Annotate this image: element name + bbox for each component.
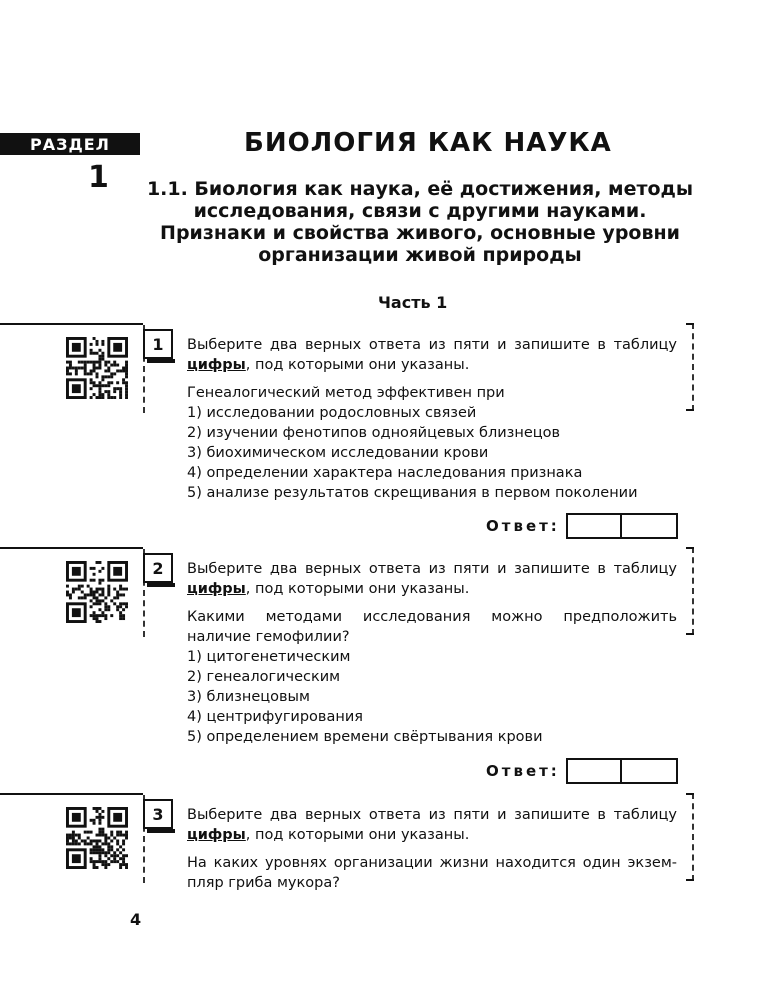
option: 3) биохимическом исследовании крови [187, 445, 489, 461]
task-number-shadow [147, 829, 175, 833]
task-number-shadow [147, 359, 175, 363]
subtitle: 1.1. Биология как наука, её достижения, методы исследования, связи с другими науками. Признаки и свойства живого, основные уровни организации живой природы [146, 178, 694, 266]
keyword: цифры [187, 827, 246, 843]
instruction: Выберите два верных ответа из пяти и запишите в таблицу цифры, под которыми они указаны. [187, 337, 677, 373]
task-2 [0, 547, 759, 797]
bracket [688, 323, 694, 411]
section-tag: РАЗДЕЛ [0, 133, 140, 155]
answer-cell-2[interactable] [622, 758, 678, 784]
task-text [187, 335, 677, 503]
answer-row [486, 513, 678, 539]
divider [0, 547, 143, 549]
keyword: цифры [187, 357, 246, 373]
option: 5) определением времени свёртывания крови [187, 729, 543, 745]
option: 3) близнецовым [187, 689, 310, 705]
answer-cell-1[interactable] [566, 758, 622, 784]
answer-row [486, 758, 678, 784]
task-text [187, 805, 677, 893]
qr-code-icon [66, 807, 128, 869]
keyword: цифры [187, 581, 246, 597]
divider [0, 323, 143, 325]
answer-cell-1[interactable] [566, 513, 622, 539]
question: Какими методами исследования можно предположить наличие гемофилии? [187, 609, 677, 645]
answer-cell-2[interactable] [622, 513, 678, 539]
answer-label: Ответ: [486, 517, 560, 535]
instruction: Выберите два верных ответа из пяти и запишите в таблицу цифры, под которыми они указаны. [187, 561, 677, 597]
options [187, 647, 677, 747]
option: 4) определении характера наследования признака [187, 465, 583, 481]
part-heading: Часть 1 [378, 293, 448, 312]
answer-label: Ответ: [486, 762, 560, 780]
task-text [187, 559, 677, 747]
divider [0, 793, 143, 795]
page-title: БИОЛОГИЯ КАК НАУКА [244, 128, 612, 158]
option: 1) цитогенетическим [187, 649, 351, 665]
task-number: 2 [143, 553, 173, 583]
options [187, 403, 677, 503]
option: 2) изучении фенотипов однояйцевых близнецов [187, 425, 561, 441]
task-3 [0, 793, 759, 903]
qr-code-icon [66, 337, 128, 399]
question: На каких уровнях организации жизни находится один экзем-пляр гриба мукора? [187, 855, 677, 891]
option: 5) анализе результатов скрещивания в первом поколении [187, 485, 638, 501]
task-number-shadow [147, 583, 175, 587]
task-1 [0, 323, 759, 553]
task-number: 3 [143, 799, 173, 829]
bracket [688, 547, 694, 635]
option: 2) генеалогическим [187, 669, 341, 685]
option: 1) исследовании родословных связей [187, 405, 477, 421]
bracket [688, 793, 694, 881]
task-number: 1 [143, 329, 173, 359]
qr-code-icon [66, 561, 128, 623]
section-number: 1 [88, 160, 109, 195]
instruction: Выберите два верных ответа из пяти и запишите в таблицу цифры, под которыми они указаны. [187, 807, 677, 843]
page-number: 4 [130, 910, 142, 929]
option: 4) центрифугирования [187, 709, 363, 725]
question: Генеалогический метод эффективен при [187, 385, 505, 401]
